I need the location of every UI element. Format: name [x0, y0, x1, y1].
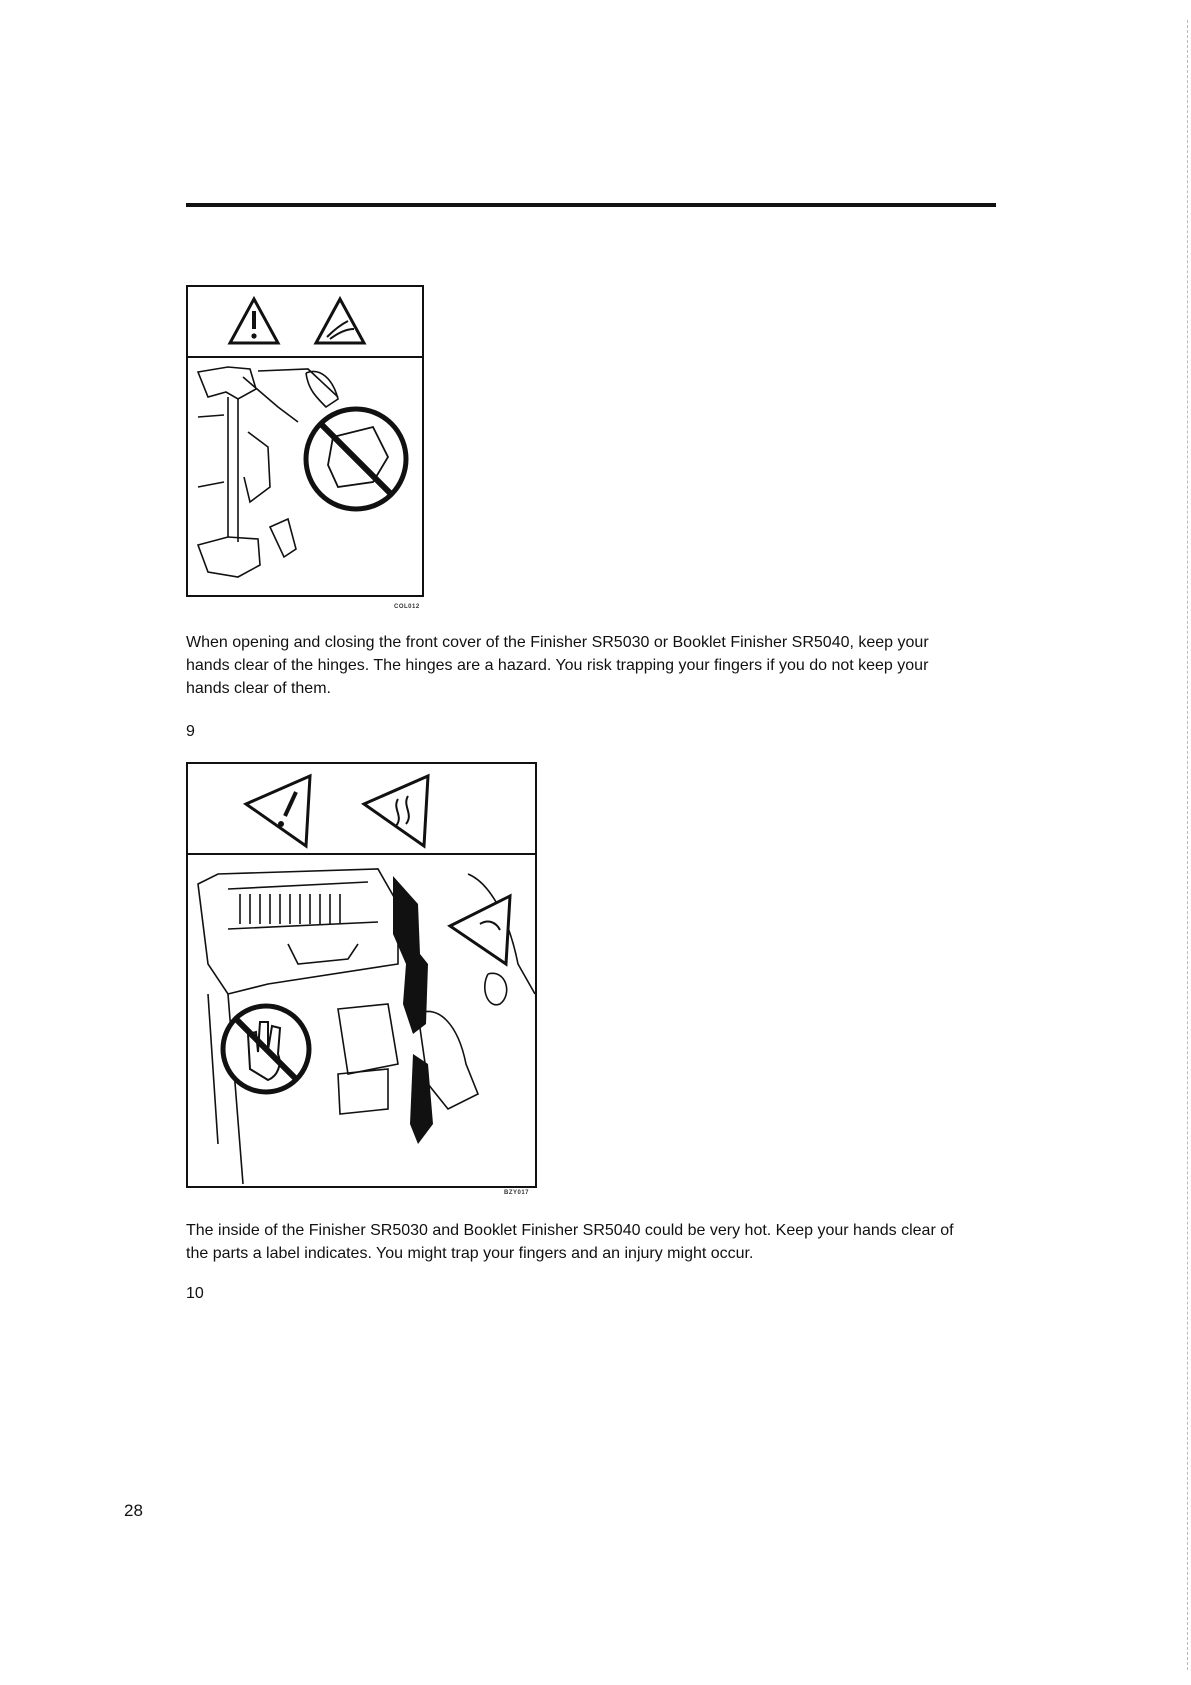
hot-surface-triangle-icon [364, 776, 428, 846]
warning-triangle-icon [246, 776, 310, 846]
figure-code: BZY017 [504, 1190, 530, 1196]
label-number: 9 [186, 723, 195, 740]
label-number: 10 [186, 1285, 204, 1302]
warning-triangle-icon [230, 299, 278, 343]
hinge-warning-figure [186, 285, 424, 597]
prohibited-sign-icon [306, 409, 406, 509]
hot-parts-warning-text: The inside of the Finisher SR5030 and Booklet Finisher SR5040 could be very hot. Keep your hands clear of the parts a label indicates. You might trap your fingers and an injury might occur. [186, 1222, 954, 1262]
hot-parts-warning-figure [186, 762, 537, 1188]
header-rule [186, 203, 996, 207]
figure-code: COL012 [394, 604, 420, 610]
hinge-warning-text: When opening and closing the front cover of the Finisher SR5030 or Booklet Finisher SR5040, keep your hands clear of the hinges. The hinges are a hazard. You risk trapping your fingers if you do not keep your hands clear of them. [186, 634, 929, 697]
hand-pinch-triangle-icon [316, 299, 364, 343]
page-number: 28 [124, 1501, 143, 1520]
scan-edge-line [1187, 20, 1189, 1670]
hot-surface-triangle-icon [450, 896, 510, 964]
no-hands-icon [223, 1006, 309, 1092]
